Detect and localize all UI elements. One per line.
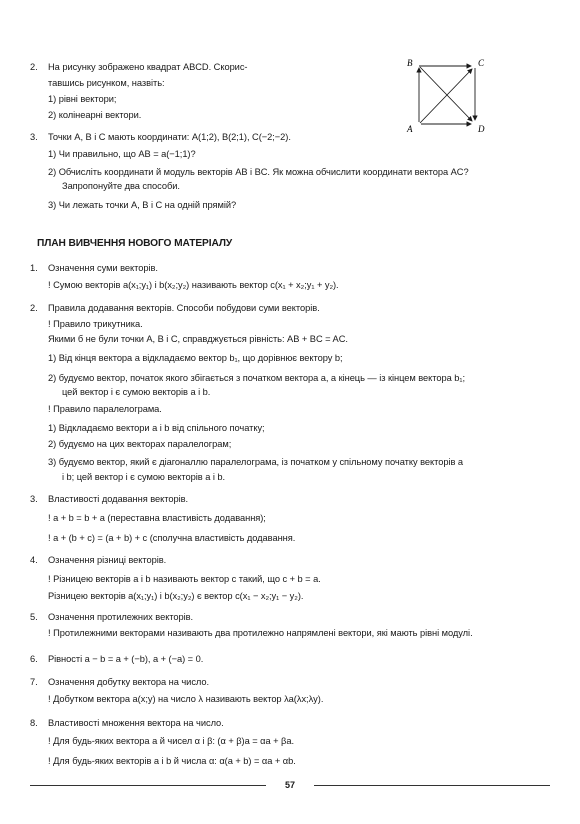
subtask-text: 1) рівні вектори; [48, 94, 117, 104]
plan-line: ! Правило паралелограма. [48, 404, 162, 414]
subtask-text: 3) Чи лежать точки A, B і C на одній прямій? [48, 200, 237, 210]
task-text: На рисунку зображено квадрат ABCD. Скорис- [48, 62, 248, 72]
plan-line: Властивості множення вектора на число. [48, 718, 224, 728]
subtask-text: Запропонуйте два способи. [62, 181, 180, 191]
footer-rule-right [314, 785, 550, 786]
subtask-text: 2) колінеарні вектори. [48, 110, 142, 120]
plan-line: 2) будуємо на цих векторах паралелограм; [48, 439, 232, 449]
plan-line: Правила додавання векторів. Способи побудови суми векторів. [48, 303, 320, 313]
plan-line: ! Правило трикутника. [48, 319, 143, 329]
plan-line: 3) будуємо вектор, який є діагоналлю паралелограма, із початком у спільному початку векторів a [48, 457, 464, 467]
plan-line: Означення добутку вектора на число. [48, 677, 210, 687]
plan-line: ! Протилежними векторами називають два протилежно напрямлені вектори, які мають рівні модулі. [48, 628, 473, 638]
plan-item-number: 7. [30, 677, 38, 687]
plan-line: ! a + (b + c) = (a + b) + c (сполучна властивість додавання. [48, 533, 296, 543]
task-text: тавшись рисунком, назвіть: [48, 78, 165, 88]
subtask-text: 2) Обчисліть координати й модуль векторів AB і BC. Як можна обчислити координати вектора AC? [48, 167, 469, 177]
task-number: 3. [30, 132, 38, 142]
plan-item-number: 2. [30, 303, 38, 313]
plan-line: ! Для будь-яких векторів a і b й числа α: α(a + b) = αa + αb. [48, 756, 296, 766]
plan-line: Різницею векторів a(x₁;y₁) і b(x₂;y₂) є вектор c(x₁ − x₂;y₁ − y₂). [48, 591, 304, 601]
plan-item-number: 3. [30, 494, 38, 504]
plan-line: ! Для будь-яких вектора a й чисел α і β: (α + β)a = αa + βa. [48, 736, 295, 746]
plan-item-number: 1. [30, 263, 38, 273]
plan-line: Означення протилежних векторів. [48, 612, 194, 622]
vertex-label-d: D [478, 124, 485, 134]
plan-line: 1) Від кінця вектора a відкладаємо вектор b₁, що дорівнює вектору b; [48, 353, 343, 363]
plan-line: ! Сумою векторів a(x₁;y₁) і b(x₂;y₂) називають вектор c(x₁ + x₂;y₁ + y₂). [48, 280, 339, 290]
plan-line: Властивості додавання векторів. [48, 494, 189, 504]
plan-line: Якими б не були точки A, B і C, справджується рівність: AB + BC = AC. [48, 334, 348, 344]
page-number: 57 [284, 780, 295, 790]
plan-line: ! Різницею векторів a і b називають вектор c такий, що c + b = a. [48, 574, 321, 584]
plan-line: і b; цей вектор і є сумою векторів a і b. [62, 472, 226, 482]
plan-line: Означення різниці векторів. [48, 555, 167, 565]
plan-line: Рівності a − b = a + (−b), a + (−a) = 0. [48, 654, 204, 664]
plan-line: цей вектор і є сумою векторів a і b. [62, 387, 211, 397]
plan-line: ! Добутком вектора a(x;y) на число λ називають вектор λa(λx;λy). [48, 694, 324, 704]
vertex-label-c: C [478, 58, 485, 68]
plan-item-number: 8. [30, 718, 38, 728]
plan-line: 2) будуємо вектор, початок якого збігається з початком вектора a, а кінець — із кінцем вектора b₁; [48, 373, 466, 383]
task-number: 2. [30, 62, 38, 72]
plan-line: 1) Відкладаємо вектори a і b від спільного початку; [48, 423, 265, 433]
plan-line: Означення суми векторів. [48, 263, 158, 273]
task-text: Точки A, B і C мають координати: A(1;2), B(2;1), C(−2;−2). [48, 132, 291, 142]
square-abcd-diagram [405, 56, 495, 138]
section-heading: ПЛАН ВИВЧЕННЯ НОВОГО МАТЕРІАЛУ [37, 238, 233, 249]
footer-rule-left [30, 785, 266, 786]
vertex-label-b: B [407, 58, 413, 68]
vertex-label-a: A [407, 124, 413, 134]
plan-line: ! a + b = b + a (переставна властивість додавання); [48, 513, 266, 523]
plan-item-number: 4. [30, 555, 38, 565]
subtask-text: 1) Чи правильно, що AB = a(−1;1)? [48, 149, 196, 159]
plan-item-number: 5. [30, 612, 38, 622]
plan-item-number: 6. [30, 654, 38, 664]
